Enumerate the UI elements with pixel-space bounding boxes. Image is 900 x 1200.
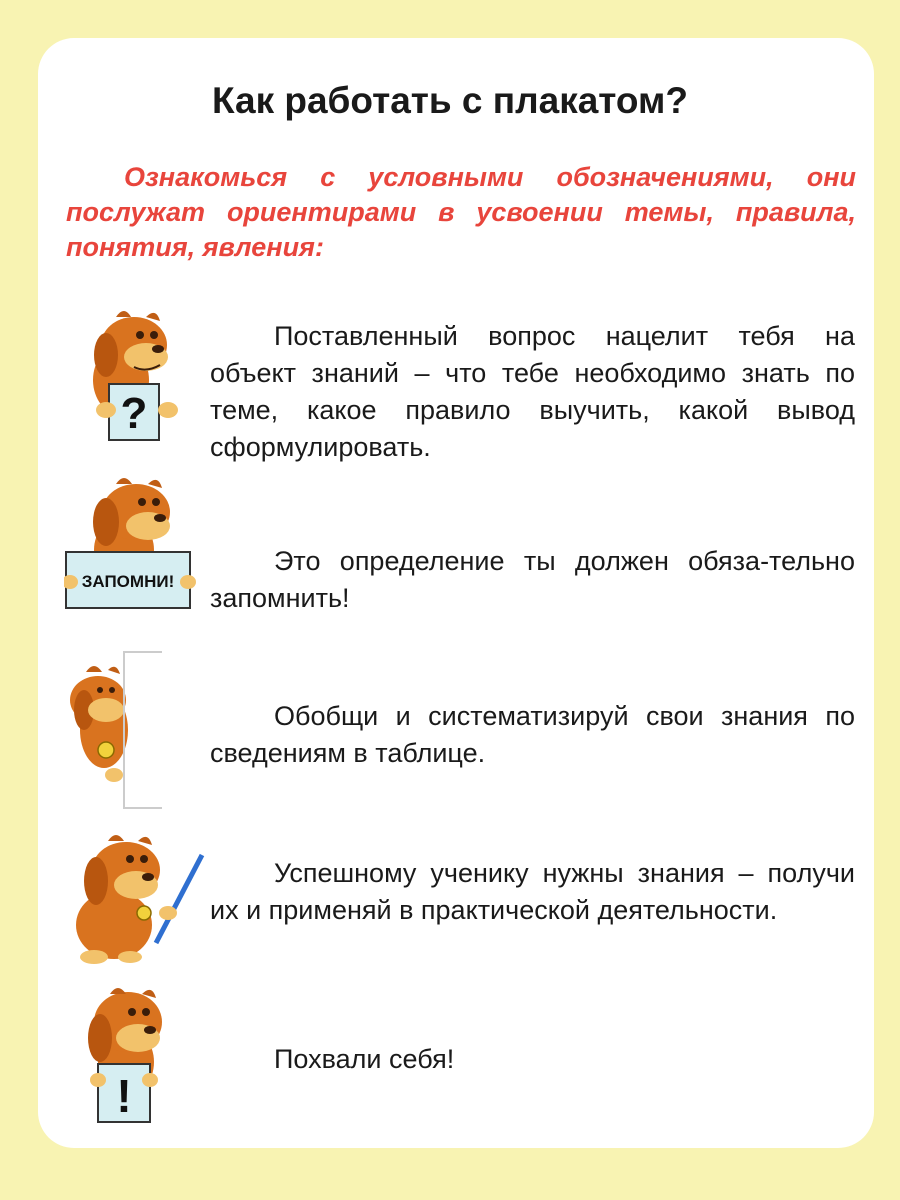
dog-remember-icon xyxy=(64,470,199,620)
remember-sign-text: ЗАПОМНИ! xyxy=(81,572,175,591)
item-remember-text: Это определение ты должен обяза-тельно запомнить! xyxy=(210,546,855,613)
intro-text: Ознакомься с условными обозначениями, они послужат ориентирами в усвоении темы, правила, понятия, явления: xyxy=(66,162,856,262)
question-sign-text: ? xyxy=(120,389,148,438)
item-exclamation-text: Похвали себя! xyxy=(274,1044,455,1074)
item-question-text: Поставленный вопрос нацелит тебя на объект знаний – что тебе необходимо знать по теме, какое правило выучить, какой вывод сформулировать. xyxy=(210,321,855,462)
dog-table-icon xyxy=(64,650,164,812)
dog-exclamation-icon xyxy=(80,980,180,1125)
exclamation-sign-text: ! xyxy=(116,1070,132,1122)
item-pointer-text: Успешному ученику нужны знания – получи их и применяй в практической деятельности. xyxy=(210,858,855,925)
item-table-text: Обобщи и систематизируй свои знания по сведениям в таблице. xyxy=(210,701,855,768)
dog-pointer-icon xyxy=(64,825,209,965)
page-title: Как работать с плакатом? xyxy=(211,80,689,121)
dog-question-icon xyxy=(76,305,176,450)
